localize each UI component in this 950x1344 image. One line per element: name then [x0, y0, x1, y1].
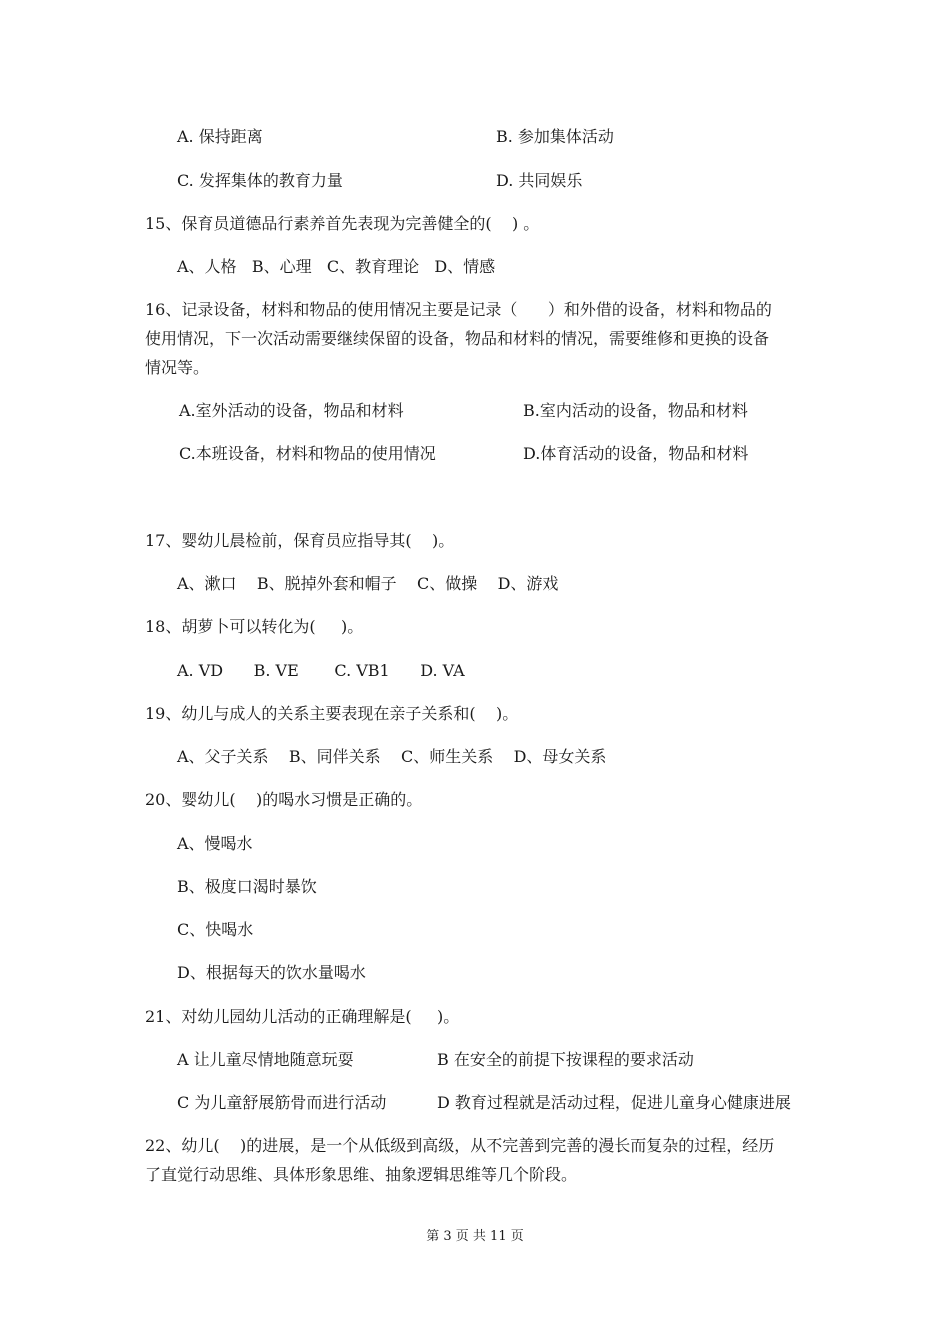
q17-stem: 17、婴幼儿晨检前，保育员应指导其( )。 — [145, 531, 455, 550]
q16-option-c: C.本班设备，材料和物品的使用情况 — [179, 444, 436, 463]
q20-option-c: C、快喝水 — [177, 920, 254, 939]
q14-option-c: C. 发挥集体的教育力量 — [177, 171, 343, 190]
q15-stem: 15、保育员道德品行素养首先表现为完善健全的( ) 。 — [145, 214, 540, 233]
q19-options: A、父子关系 B、同伴关系 C、师生关系 D、母女关系 — [177, 747, 607, 766]
page-footer: 第 3 页 共 11 页 — [426, 1229, 524, 1244]
q14-option-d: D. 共同娱乐 — [496, 171, 583, 190]
q21-option-b: B 在安全的前提下按课程的要求活动 — [437, 1050, 694, 1069]
q21-option-c: C 为儿童舒展筋骨而进行活动 — [177, 1093, 387, 1112]
q16-option-a: A.室外活动的设备，物品和材料 — [179, 401, 404, 420]
q20-option-d: D、根据每天的饮水量喝水 — [177, 963, 366, 982]
q20-stem: 20、婴幼儿( )的喝水习惯是正确的。 — [145, 790, 423, 809]
q22-stem-line2: 了直觉行动思维、具体形象思维、抽象逻辑思维等几个阶段。 — [145, 1165, 578, 1184]
q21-stem: 21、对幼儿园幼儿活动的正确理解是( )。 — [145, 1007, 460, 1026]
q16-stem-line3: 情况等。 — [145, 358, 210, 377]
q16-stem-line2: 使用情况，下一次活动需要继续保留的设备，物品和材料的情况，需要维修和更换的设备 — [145, 329, 770, 348]
q16-option-b: B.室内活动的设备，物品和材料 — [523, 401, 748, 420]
q22-stem-line1: 22、幼儿( )的进展，是一个从低级到高级，从不完善到完善的漫长而复杂的过程，经历 — [145, 1136, 775, 1155]
q16-stem-line1: 16、记录设备，材料和物品的使用情况主要是记录（ ）和外借的设备，材料和物品的 — [145, 300, 772, 319]
q17-options: A、漱口 B、脱掉外套和帽子 C、做操 D、游戏 — [177, 574, 559, 593]
q20-option-b: B、极度口渴时暴饮 — [177, 877, 317, 896]
q19-stem: 19、幼儿与成人的关系主要表现在亲子关系和( )。 — [145, 704, 519, 723]
q15-options: A、人格 B、心理 C、教育理论 D、情感 — [177, 257, 496, 276]
q18-stem: 18、胡萝卜可以转化为( )。 — [145, 617, 364, 636]
q16-option-d: D.体育活动的设备，物品和材料 — [523, 444, 749, 463]
q14-option-a: A. 保持距离 — [177, 127, 263, 146]
q21-option-d: D 教育过程就是活动过程，促进儿童身心健康进展 — [437, 1093, 791, 1112]
q18-options: A. VD B. VE C. VB1 D. VA — [177, 661, 465, 680]
q20-option-a: A、慢喝水 — [177, 834, 253, 853]
q14-option-b: B. 参加集体活动 — [496, 127, 614, 146]
q21-option-a: A 让儿童尽情地随意玩耍 — [177, 1050, 354, 1069]
